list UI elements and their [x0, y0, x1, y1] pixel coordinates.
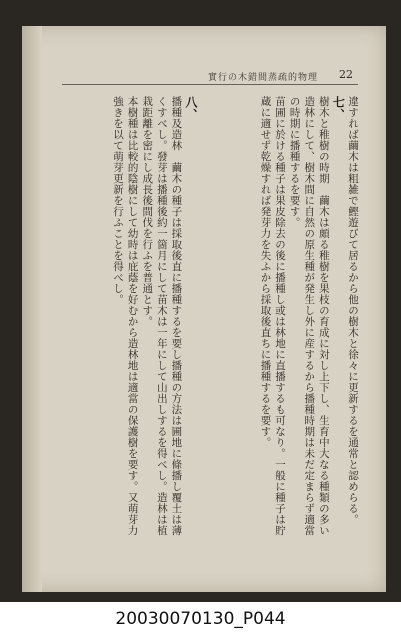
- section-7-mark: 七、: [331, 96, 346, 121]
- text-column-right: [202, 96, 360, 536]
- section-8-text: 播種及造林 繭木の種子は採取後直に播種するを要し播種の方法は圃地に條播し覆土は薄くすべし。發芽は播種後約一箇月にして苗木は一年にして山出しするを得べし。造林は植栽距離を密にし成長後間伐を行ふを普通とす。: [141, 96, 183, 536]
- section-8-continued: 本樹種は比較的陰樹にして幼時は庇蔭を好むから造林地は適當の保護樹を要す。又萌芽力強きを以て萌芽更新を行ふことを得べし。: [112, 96, 139, 536]
- paragraph-continued: 違すれば繭木は粗雑で鰹遊びて居るから他の樹木と徐々に更新するを通常と認めらる。: [347, 96, 359, 525]
- running-header: 實行の木錯間蒸疏的物理: [208, 73, 319, 83]
- page-spine-shadow: [22, 26, 42, 592]
- image-caption: 20030070130_P044: [115, 609, 286, 629]
- book-page: [22, 26, 386, 592]
- page-number: 22: [339, 68, 353, 81]
- text-column-left: [58, 96, 198, 536]
- header-rule: [62, 84, 358, 85]
- section-8-mark: 八、: [184, 96, 198, 121]
- section-7-text: 樹木と稚樹の時期 繭木は頗る稚樹を果枝の育成に対し上下し、生育中大なる種類の多い造林にして、樹木間に自然の原生種が発生し外に産するから播種時期は未だ定まらず適當の時期に播種するを要す。: [288, 96, 330, 536]
- section-7-continued: 苗圃に於ける種子は果皮除去の後に播種し或は林地に直播するも可なり。一般に種子は貯蔵に適せず乾燥すれば発芽力を失ふから採取後直ちに播種するを要す。: [259, 96, 287, 536]
